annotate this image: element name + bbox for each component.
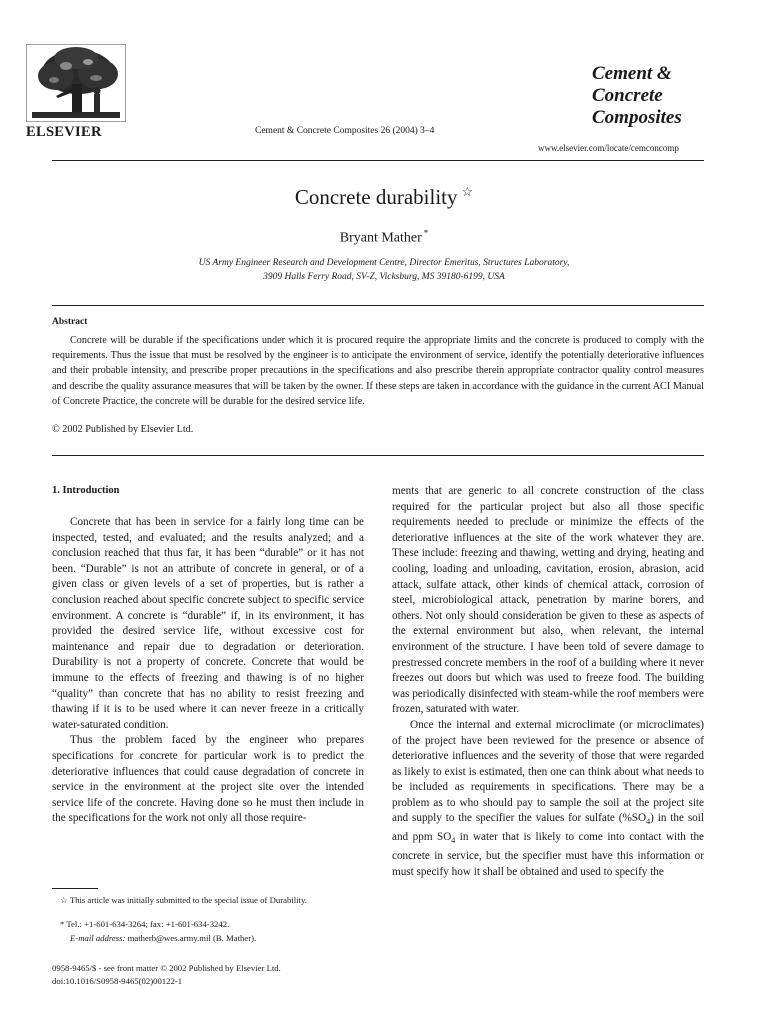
header-divider <box>52 160 704 161</box>
footnote-1-mark: ☆ <box>60 895 68 905</box>
footnote-divider <box>52 888 98 889</box>
right-paragraph-2-part-b: ) in the soil and ppm SO <box>392 812 704 844</box>
abstract-top-divider <box>52 305 704 306</box>
sulfate-subscript-2: 4 <box>451 836 456 846</box>
footnote-1-text: This article was initially submitted to the special issue of Durability. <box>69 895 307 905</box>
elsevier-tree-icon <box>26 44 126 122</box>
email-owner: (B. Mather). <box>212 933 257 943</box>
abstract-heading: Abstract <box>52 317 88 327</box>
section-heading: 1. Introduction <box>52 485 120 496</box>
left-paragraph-2: Thus the problem faced by the engineer who prepares specifications for concrete for particular work is to predict the deteriorative influences that could cause degradation of concrete in service in the environment at the project site over the intended service life of the concrete. Having done so he must then include in the specifications for the work not only all those require- <box>52 734 364 825</box>
right-column <box>392 484 704 880</box>
footnote-2-mark: * <box>60 919 65 929</box>
left-column <box>52 515 364 827</box>
author-name: Bryant Mather <box>339 230 422 246</box>
right-paragraph-2-part-c: in water that is likely to come into contact with the concrete in service, but the specifier must have this information or must specify how it shall be obtained and used to specify the <box>392 831 705 878</box>
right-paragraph-2 <box>392 718 704 880</box>
title-footnote-mark[interactable]: ☆ <box>461 184 474 199</box>
right-paragraph-1: ments that are generic to all concrete construction of the class required for the particular project but also all those specific requirements needed to preclude or minimize the effects of the deteriorative influences at the site of the work whatever they are. These include: freezing and thawing, wetting and drying, heating and cooling, loading and unloading, cavitation, erosion, abrasion, acid attack, sulfate attack, other kinds of chemical attack, corrosion of steel, microbiological attack, penetration by marine borers, and others. Not only should consideration be given to these as aspects of the external environment but also, when relevant, the internal environment of the structure. I have been told of severe damage to prestressed concrete members in the roof of a building where it never freezes out doors but which was used to freeze food. The building was periodically disinfected with steam-while the roof members were frozen, saturated with water. <box>392 485 704 716</box>
right-paragraph-2-part-a: Once the internal and external microclimate (or microclimates) of the project have been reviewed for the presence or absence of deteriorative influences and the severity of those that were regarded as likely to exist is estimated, then one can think about what needs to be included as requirements in specifications. There may be a problem as to who should pay to sample the soil at the project site and supply to the specifier the values for sulfate (%SO <box>392 718 704 825</box>
footnote-2-text: Tel.: +1-601-634-3264; fax: +1-601-634-3242. <box>66 919 230 929</box>
affiliation-line-1: US Army Engineer Research and Development Centre, Director Emeritus, Structures Laboratory, <box>198 258 570 268</box>
affiliation-line-2: 3909 Halls Ferry Road, SV-Z, Vicksburg, MS 39180-6199, USA <box>263 272 505 282</box>
abstract-copyright: © 2002 Published by Elsevier Ltd. <box>52 424 194 435</box>
footnote-article <box>52 894 364 906</box>
publisher-name: ELSEVIER <box>26 124 102 140</box>
author-footnote-mark[interactable]: * <box>423 228 429 238</box>
journal-brand-line-3: Composites <box>592 107 682 128</box>
author-affiliation <box>0 256 768 284</box>
abstract-bottom-divider <box>52 455 704 456</box>
journal-brand-title <box>592 63 682 129</box>
left-paragraph-1: Concrete that has been in service for a fairly long time can be inspected, tested, and evaluated; and the results analyzed; and a conclusion reached that thus far, it has been “durable” or it has not been. “Durable” is not an attribute of concrete in general, or of a given class or given levels of a set of properties, but is rather a conclusion reached about specific concrete subject to specific service environment. A concrete is “durable” if, in its environment, it has provided the desired service life, without excessive cost for maintenance and repair due to degradation or deterioration. Durability is not a property of concrete. Concrete that would be immune to the effects of freezing and thawing is of no higher “quality” than concrete that has no ability to resist freezing and thawing if it is to be used where it can never freeze in a critically water-saturated condition. <box>52 516 364 731</box>
journal-citation: Cement & Concrete Composites 26 (2004) 3–4 <box>255 126 435 136</box>
sulfate-subscript-1: 4 <box>646 817 651 827</box>
journal-brand-line-1: Cement & <box>592 63 672 84</box>
footer-doi[interactable]: doi:10.1016/S0958-9465(02)00122-1 <box>52 976 183 986</box>
footnote-email <box>52 932 364 944</box>
email-label: E-mail address: <box>70 933 126 943</box>
footer-issn: 0958-9465/$ - see front matter © 2002 Published by Elsevier Ltd. <box>52 963 281 973</box>
journal-url[interactable]: www.elsevier.com/locate/cemconcomp <box>538 143 679 153</box>
email-link[interactable]: matherb@wes.army.mil <box>127 933 211 943</box>
article-title-text: Concrete durability <box>294 185 458 209</box>
footnote-contact <box>52 918 364 930</box>
article-title <box>0 184 768 210</box>
article-author <box>0 228 768 247</box>
abstract-body: Concrete will be durable if the specifications under which it is procured require the appropriate limits and the concrete is produced to comply with the requirements. Thus the issue that must be resolved by the engineer is to anticipate the environment of service, identify the potentially deteriorative influences and their probable intensity, and prescribe proper precautions in the specifications and also prescribe therein appropriate contractor quality control measures and describe the quality assurance measures that will be taken by the owner. If these steps are taken in accordance with the guidance in the current ACI Manual of Concrete Practice, the concrete will be durable for the desired service life. <box>52 335 704 407</box>
journal-brand-line-2: Concrete <box>592 85 663 106</box>
